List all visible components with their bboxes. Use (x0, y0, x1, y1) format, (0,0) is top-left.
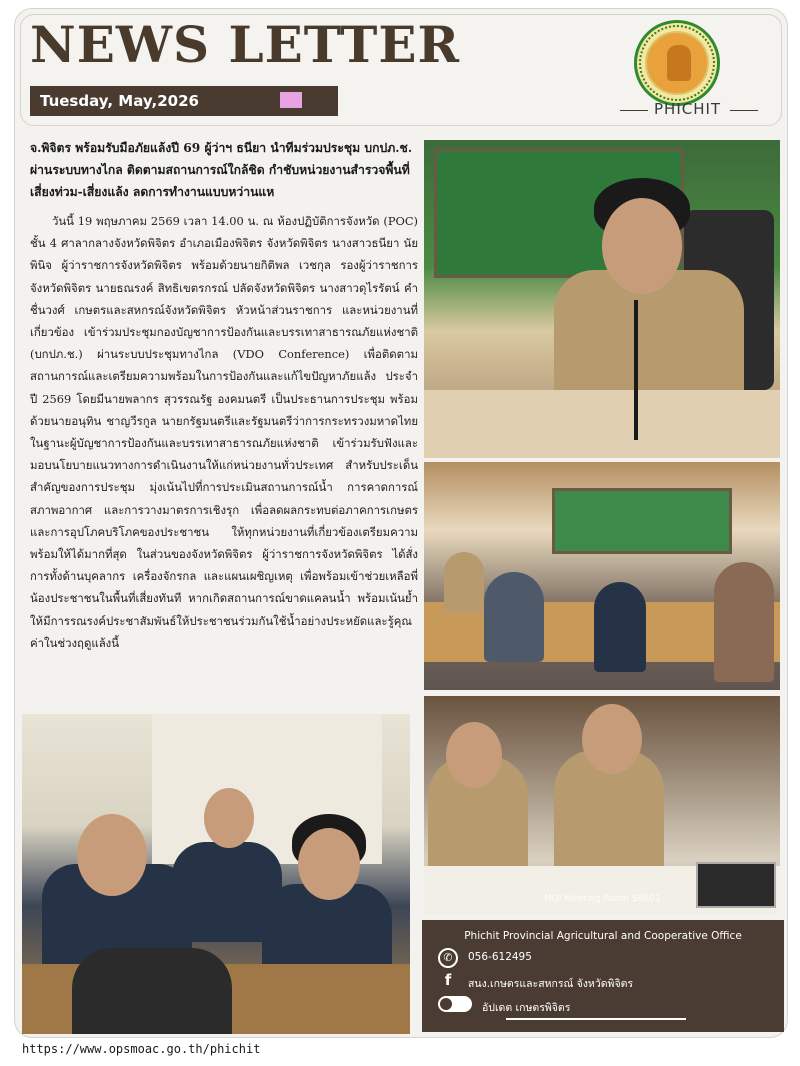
article-headline: จ.พิจิตร พร้อมรับมือภัยแล้งปี 69 ผู้ว่าฯ ธนียา นำทีมร่วมประชุม บกปภ.ช. ผ่านระบบทางไกล ติดตามสถานการณ์ใกล้ชิด กำชับหน่วยงานสำรวจพื้นที่เสี่ยงท่วม-เสี่ยงแล้ง ลดการทำงานแบบหว่านแห (30, 141, 413, 199)
city-rule-left (620, 110, 648, 111)
contact-facebook: สนง.เกษตรและสหกรณ์ จังหวัดพิจิตร (468, 978, 634, 990)
photo-attendee (484, 572, 544, 662)
issue-date: Tuesday, May,2026 (40, 92, 199, 110)
photo-meeting-room (424, 462, 780, 690)
website-url[interactable]: https://www.opsmoac.go.th/phichit (22, 1042, 261, 1056)
photo-attendee-2 (444, 552, 484, 612)
photo-official-left-face (446, 722, 502, 788)
office-name: Phichit Provincial Agricultural and Cooperative Office (464, 930, 742, 942)
contact-phone: 056-612495 (468, 951, 532, 963)
city-rule-right (730, 110, 758, 111)
photo-official-center-face (582, 704, 642, 774)
contact-underline (506, 1018, 686, 1020)
photo-staff-smiling (22, 714, 410, 1034)
toggle-icon-knob (440, 998, 452, 1010)
city-name: PHICHIT (654, 100, 722, 118)
contact-panel (422, 920, 784, 1032)
date-accent-chip (280, 92, 302, 108)
phone-icon: ✆ (438, 948, 458, 968)
photo-wall-screen (552, 488, 732, 554)
photo-microphone (634, 300, 638, 440)
photo-governor-speaking (424, 140, 780, 458)
masthead-title: NEWS LETTER (30, 15, 461, 74)
photo-desk (424, 390, 780, 458)
photo-attendee-3 (594, 582, 646, 672)
photo-man-center-face (204, 788, 254, 848)
photo-attendee-4 (714, 562, 774, 682)
article-body: วันนี้ 19 พฤษภาคม 2569 เวลา 14.00 น. ณ ห้องปฏิบัติการจังหวัด (POC) ชั้น 4 ศาลากลางจังหวัดพิจิตร อำเภอเมืองพิจิตร จังหวัดพิจิตร นางสาวธนียา นัยพินิจ ผู้ว่าราชการจังหวัดพิจิตร พร้อมด้วยนายกิติพล เวชกุล รองผู้ว่าราชการจังหวัดพิจิตร นายธณรงค์ สิทธิเขตรกรณ์ ปลัดจังหวัดพิจิตร นางสาวดุไรรัตน์ คำชื่นวงศ์ เกษตรและสหกรณ์จังหวัดพิจิตร หัวหน้าส่วนราชการ และหน่วยงานที่เกี่ยวข้อง เข้าร่วมประชุมกองบัญชาการป้องกันและบรรเทาสาธารณภัยแห่งชาติ (บกปภ.ช.) ผ่านระบบประชุมทางไกล (VDO Conference) เพื่อติดตามสถานการณ์และเตรียมความพร้อมในการป้องกันและแก้ไขปัญหาภัยแล้ง ประจำปี 2569 โดยมีนายพลากร สุวรรณรัฐ องคมนตรี เป็นประธานการประชุม พร้อมด้วยนายอนุทิน ชาญวีรกูล นายกรัฐมนตรีและรัฐมนตรีว่าการกระทรวงมหาดไทย ในฐานะผู้บัญชาการป้องกันและบรรเทาสาธารณภัยแห่งชาติ เข้าร่วมรับฟังและมอบนโยบายแนวทางการดำเนินงานให้แก่หน่วยงานทั่วประเทศ สำหรับประเด็นสำคัญของการประชุม มุ่งเน้นไปที่การประเมินสถานการณ์น้ำ การคาดการณ์สภาพอากาศ และการวางมาตรการเชิงรุก เพื่อลดผลกระทบต่อภาคการเกษตรและการอุปโภคบริโภคของประชาชน ให้ทุกหน่วยงานที่เกี่ยวข้องเตรียมความพร้อมให้ได้มากที่สุด ในส่วนของจังหวัดพิจิตร ผู้ว่าราชการจังหวัดพิจิตร ได้สั่งการทั้งด้านบุคลากร เครื่องจักรกล และแผนเผชิญเหตุ เพื่อพร้อมเข้าช่วยเหลือพี่น้องประชาชนในพื้นที่เสี่ยงทันที หากเกิดสถานการณ์ขาดแคลนน้ำ พร้อมเน้นย้ำให้มีการรณรงค์ประชาสัมพันธ์ให้ประชาชนร่วมกันใช้น้ำอย่างประหยัดและรู้คุณค่าในช่วงฤดูแล้งนี้ (30, 214, 418, 650)
photo-foreground-head (72, 948, 232, 1034)
photo-man-left-face (77, 814, 147, 896)
photo-officials-monitor (424, 696, 780, 914)
photo-watermark: MOI Meeting Room S6601 (544, 894, 661, 904)
seal-inner (645, 31, 709, 95)
photo-person-face (602, 198, 682, 294)
provincial-seal-icon (634, 20, 720, 106)
facebook-icon: f (444, 971, 452, 989)
photo-woman-face (298, 828, 360, 900)
contact-update: อัปเดต เกษตรพิจิตร (482, 1002, 571, 1014)
seal-figure (667, 45, 691, 81)
